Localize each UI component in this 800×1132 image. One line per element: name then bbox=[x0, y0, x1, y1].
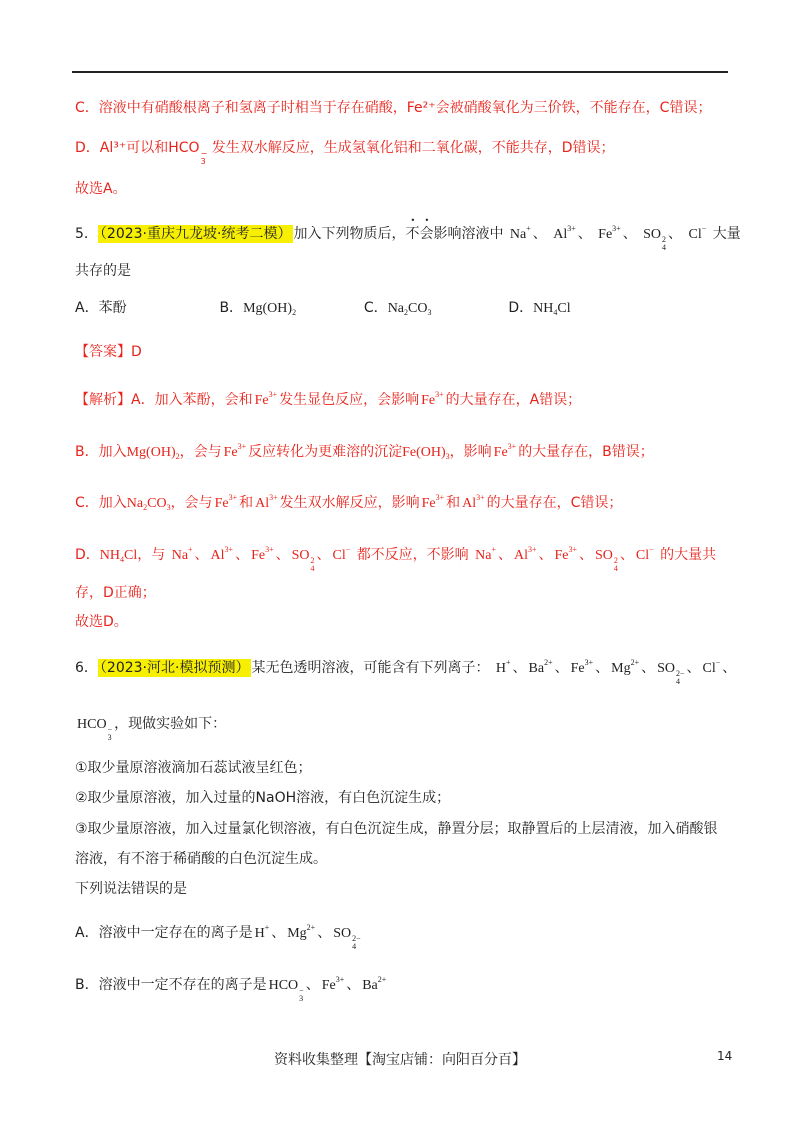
d-option-analysis: D．Al³⁺可以和HCO − 3 发生双水解反应，生成氢氧化铝和二氧化碳，不能共存，D错误； bbox=[75, 140, 615, 166]
answer-5: 【答案】D bbox=[75, 344, 142, 360]
choose-d: 故选D。 bbox=[75, 614, 128, 630]
analysis-5-c: C．加入$Na_2CO_3$，会与 $Fe^{3+}$ 和 $Al^{3+}$ 发生双水解反应，影响 $Fe^{3+}$ 和 $Al^{3+}$ 的大量存在，C错误； bbox=[75, 493, 623, 512]
question-6-option-a: A．溶液中一定存在的离子是 H+ 、 $Mg^{2+}$ 、 SO 2− 4 bbox=[75, 923, 361, 951]
analysis-5-d-cont: 存，D正确； bbox=[75, 585, 156, 601]
source-highlight-6: （2023·河北·模拟预测） bbox=[99, 660, 250, 676]
step-1: ①取少量原溶液滴加石蕊试液呈红色； bbox=[75, 760, 312, 776]
footer-text: 资料收集整理【淘宝店铺：向阳百分百】 bbox=[274, 1052, 526, 1068]
step-3-cont: 溶液，有不溶于稀硝酸的白色沉淀生成。 bbox=[75, 851, 327, 867]
option-d: D．$NH_4Cl$ bbox=[508, 300, 571, 317]
analysis-5-b: B．加入$Mg(OH)_2$，会与 $Fe^{3+}$ 反应转化为更难溶的沉淀$Fe(OH)_3$，影响 $Fe^{3+}$ 的大量存在，B错误； bbox=[75, 442, 654, 461]
question-5-options bbox=[75, 298, 735, 323]
question-6-ask: 下列说法错误的是 bbox=[75, 881, 187, 897]
header-rule bbox=[72, 71, 728, 73]
option-a: A．苯酚 bbox=[75, 300, 127, 316]
option-b: B．$Mg(OH)_2$ bbox=[219, 300, 297, 317]
source-highlight: （2023·重庆九龙坡·统考二模） bbox=[99, 226, 292, 242]
question-5-stem-cont: 共存的是 bbox=[75, 263, 131, 279]
question-6-stem: 6． （2023·河北·模拟预测） 某无色透明溶液，可能含有下列离子： H+ 、 $Ba^{2+}$ 、 $Fe^{3+}$ 、 $Mg^{2+}$ 、 SO 2− 4 、 Cl− 、 bbox=[75, 658, 737, 686]
question-5-stem: 5． （2023·重庆九龙坡·统考二模） 加入下列物质后，不会影响溶液中 Na+ 、 $Al^{3+}$ 、 $Fe^{3+}$ 、 SO 2 4 、 Cl− 大量 bbox=[75, 224, 741, 252]
analysis-5-a: 【解析】A．加入苯酚，会和 $Fe^{3+}$ 发生显色反应，会影响 $Fe^{3+}$ 的大量存在，A错误； bbox=[75, 390, 582, 408]
step-2: ②取少量原溶液，加入过量的NaOH溶液，有白色沉淀生成； bbox=[75, 790, 451, 806]
analysis-5-d: D．$NH_4Cl$，与 Na+ 、 $Al^{3+}$ 、 $Fe^{3+}$ 、 SO 2 4 、 Cl− 都不反应，不影响 Na+ 、 $Al^{3+}$ 、 $Fe^{3+}$ 、 SO 2 4 、 Cl− 的大量共 bbox=[75, 545, 717, 573]
option-c: C．$Na_2CO_3$ bbox=[363, 300, 432, 317]
question-6-option-b: B．溶液中一定不存在的离子是 HCO − 3 、 $Fe^{3+}$ 、 $Ba^{2+}$ bbox=[75, 975, 387, 1003]
choose-a: 故选A。 bbox=[75, 181, 127, 197]
c-option-analysis: C．溶液中有硝酸根离子和氢离子时相当于存在硝酸，Fe²⁺会被硝酸氧化为三价铁，不能存在，C错误； bbox=[75, 100, 712, 116]
page-number: 14 bbox=[717, 1049, 733, 1063]
question-6-stem-cont: HCO − 3 ，现做实验如下： bbox=[77, 716, 227, 742]
step-3: ③取少量原溶液，加入过量氯化钡溶液，有白色沉淀生成，静置分层；取静置后的上层清液，加入硝酸银 bbox=[75, 821, 718, 837]
